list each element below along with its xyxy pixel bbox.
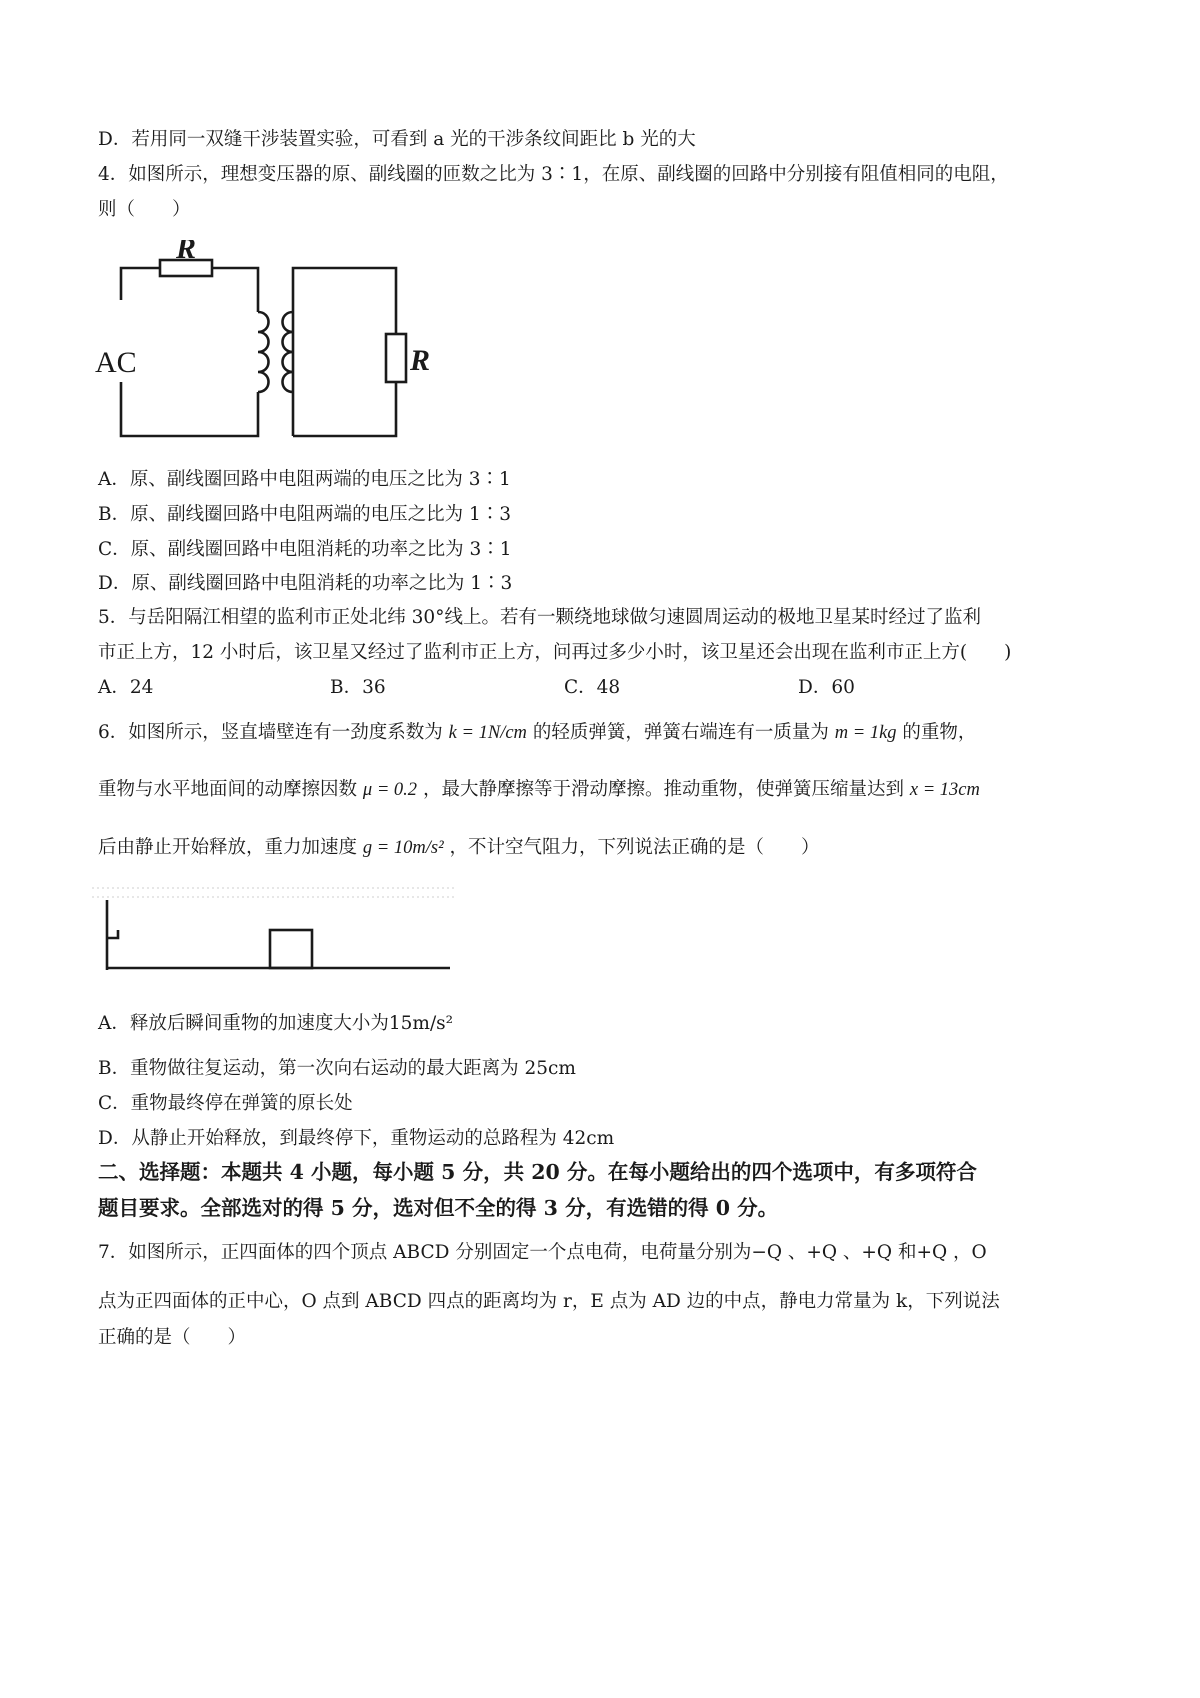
block: [270, 930, 312, 968]
label-r2: R: [410, 344, 431, 377]
q5-stem-line1: 5．与岳阳隔江相望的监利市正处北纬 30°线上。若有一颗绕地球做匀速圆周运动的极地卫星某时经过了监利: [98, 607, 981, 628]
q6-stem-line2: [98, 777, 980, 803]
transformer-circuit-figure: [88, 240, 448, 450]
q6-text-1c: 的重物，: [902, 722, 977, 743]
q5-stem-line2: 市正上方，12 小时后，该卫星又经过了监利市正上方，问再过多少小时，该卫星还会出现在监利市正上方( ): [98, 642, 1012, 663]
q4-option-d: D．原、副线圈回路中电阻消耗的功率之比为 1∶3: [98, 573, 513, 594]
q6-text-3a: 后由静止开始释放，重力加速度: [98, 837, 358, 858]
q6-option-a: A．释放后瞬间重物的加速度大小为15m/s²: [98, 1013, 454, 1034]
q7-stem-line2: 点为正四面体的正中心，O 点到 ABCD 四点的距离均为 r，E 点为 AD 边的中点，静电力常量为 k，下列说法: [98, 1291, 1000, 1312]
q6-text-1b: 的轻质弹簧，弹簧右端连有一质量为: [532, 722, 829, 743]
q5-option-a: A．24: [98, 677, 154, 698]
q7-stem-line1: 7．如图所示，正四面体的四个顶点 ABCD 分别固定一个点电荷，电荷量分别为−Q 、+Q 、+Q 和+Q ，O: [98, 1242, 987, 1263]
q5-option-d: D．60: [798, 677, 855, 698]
q5-option-c: C．48: [564, 677, 621, 698]
q4-option-b: B．原、副线圈回路中电阻两端的电压之比为 1∶3: [98, 504, 512, 525]
spring-stub: [107, 930, 118, 938]
q4-option-c: C．原、副线圈回路中电阻消耗的功率之比为 3∶1: [98, 539, 512, 560]
q6-text-2b: ，最大静摩擦等于滑动摩擦。推动重物，使弹簧压缩量达到: [422, 779, 904, 800]
spring-block-figure: [90, 880, 460, 980]
q6-formula-k: k = 1N/cm: [448, 723, 527, 743]
q6-option-d: D．从静止开始释放，到最终停下，重物运动的总路程为 42cm: [98, 1128, 615, 1149]
q4-stem-line1: 4．如图所示，理想变压器的原、副线圈的匝数之比为 3∶1，在原、副线圈的回路中分别接有阻值相同的电阻，: [98, 164, 1009, 185]
q6-text-1a: 6．如图所示，竖直墙壁连有一劲度系数为: [98, 722, 443, 743]
section2-heading-line1: 二、选择题：本题共 4 小题，每小题 5 分，共 20 分。在每小题给出的四个选项中，有多项符合: [98, 1160, 977, 1184]
q6-option-c: C．重物最终停在弹簧的原长处: [98, 1093, 353, 1114]
q4-option-a: A．原、副线圈回路中电阻两端的电压之比为 3∶1: [98, 469, 511, 490]
q6-text-2a: 重物与水平地面间的动摩擦因数: [98, 779, 358, 800]
q6-stem-line1: [98, 720, 976, 746]
primary-coil: [258, 312, 269, 392]
section2-heading-line2: 题目要求。全部选对的得 5 分，选对但不全的得 3 分，有选错的得 0 分。: [98, 1196, 779, 1220]
q6-stem-line3: [98, 835, 820, 861]
q6-formula-mu: μ = 0.2: [362, 780, 418, 800]
label-r1: R: [176, 240, 197, 265]
q6-formula-m: m = 1kg: [834, 723, 897, 743]
q6-text-3b: ，不计空气阻力，下列说法正确的是（ ）: [449, 837, 820, 858]
q7-stem-line3: 正确的是（ ）: [98, 1327, 247, 1348]
q6-formula-g: g = 10m/s²: [362, 838, 444, 858]
q3-option-d: D．若用同一双缝干涉装置实验，可看到 a 光的干涉条纹间距比 b 光的大: [98, 129, 696, 150]
label-ac: AC: [95, 346, 137, 379]
secondary-coil: [283, 312, 294, 392]
q6-formula-x: x = 13cm: [909, 780, 980, 800]
q5-option-b: B．36: [330, 677, 386, 698]
secondary-resistor: [386, 334, 406, 382]
q6-option-b: B．重物做往复运动，第一次向右运动的最大距离为 25cm: [98, 1058, 576, 1079]
q4-stem-line2: 则（ ）: [98, 199, 191, 220]
